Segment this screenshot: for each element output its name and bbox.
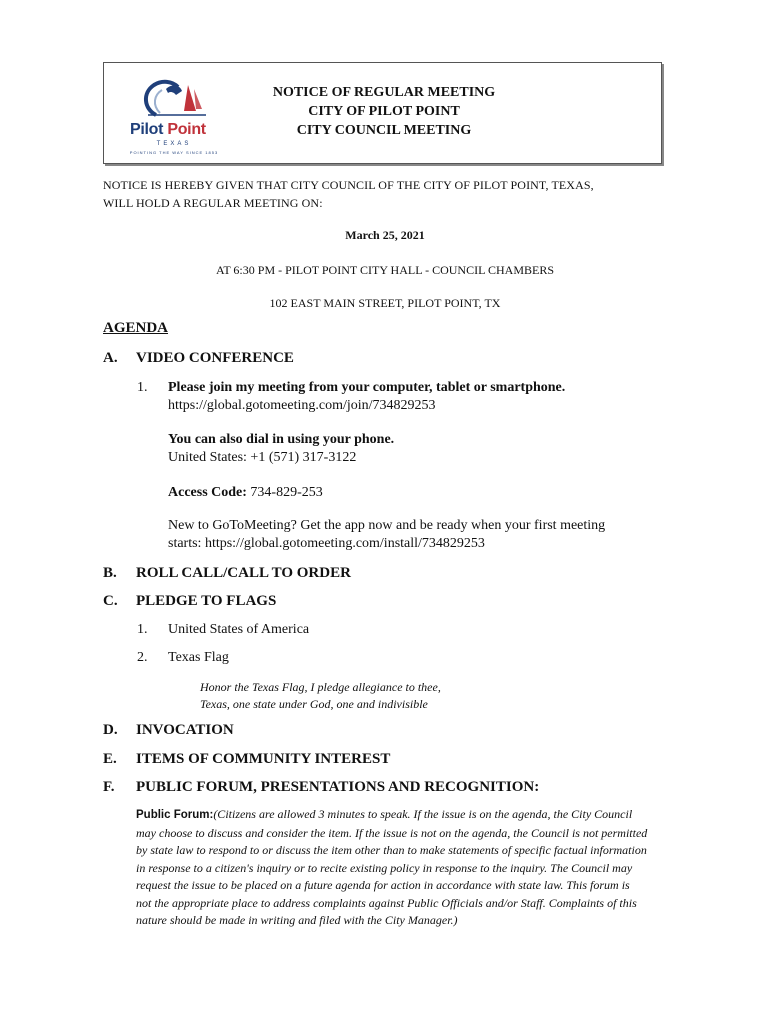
logo-tagline: POINTING THE WAY SINCE 1853 [129, 150, 219, 155]
header-title-1: NOTICE OF REGULAR MEETING [272, 85, 496, 100]
section-c-letter: C. [103, 593, 118, 609]
access-code-value: 734-829-253 [250, 485, 323, 500]
section-a-letter: A. [103, 350, 118, 366]
header-titles [254, 83, 514, 140]
pledge-item-1: United States of America [168, 622, 310, 637]
agenda-title: AGENDA [103, 320, 169, 336]
dial-number: United States: +1 (571) 317-3122 [168, 450, 357, 465]
new-to-gotomeeting-line-2[interactable]: starts: https://global.gotomeeting.com/install/734829253 [168, 536, 485, 551]
access-code-label: Access Code: [168, 485, 247, 500]
meeting-address: 102 EAST MAIN STREET, PILOT POINT, TX [269, 296, 501, 310]
meeting-time-place: AT 6:30 PM - PILOT POINT CITY HALL - COUNCIL CHAMBERS [215, 263, 554, 277]
section-f-title: PUBLIC FORUM, PRESENTATIONS AND RECOGNITION: [136, 779, 540, 795]
public-forum-paragraph [136, 806, 648, 930]
section-d-letter: D. [103, 722, 118, 738]
section-d-title: INVOCATION [136, 722, 234, 738]
access-code-line [168, 485, 323, 501]
meeting-date: March 25, 2021 [345, 228, 425, 242]
public-forum-label: Public Forum: [136, 809, 214, 821]
texas-pledge-line-2: Texas, one state under God, one and indivisible [200, 697, 428, 711]
dial-heading: You can also dial in using your phone. [168, 432, 395, 447]
notice-line-1: NOTICE IS HEREBY GIVEN THAT CITY COUNCIL OF THE CITY OF PILOT POINT, TEXAS, [103, 178, 594, 192]
section-e-title: ITEMS OF COMMUNITY INTEREST [136, 751, 391, 767]
join-url-link[interactable]: https://global.gotomeeting.com/join/734829253 [168, 398, 436, 413]
city-logo [126, 75, 226, 155]
section-e-letter: E. [103, 751, 117, 767]
new-to-gotomeeting-line-1: New to GoToMeeting? Get the app now and be ready when your first meeting [168, 518, 606, 533]
join-heading: Please join my meeting from your computer, tablet or smartphone. [168, 380, 566, 395]
header-title-3: CITY COUNCIL MEETING [296, 123, 472, 138]
texas-pledge-line-1: Honor the Texas Flag, I pledge allegiance to thee, [200, 680, 441, 694]
pledge-item-2: Texas Flag [168, 650, 229, 665]
section-b-title: ROLL CALL/CALL TO ORDER [136, 565, 351, 581]
header-title-2: CITY OF PILOT POINT [308, 104, 460, 119]
horse-sail-logo-icon [126, 75, 226, 121]
section-b-letter: B. [103, 565, 117, 581]
pledge-item-1-number: 1. [137, 622, 148, 637]
logo-wordmark: Pilot Point [130, 121, 206, 138]
public-forum-text: (Citizens are allowed 3 minutes to speak. If the issue is on the agenda, the City Council may choose to discuss and consider the item. If the issue is not on the agenda, the Council is not permitted by state law to respond to or discuss the item other than to make statements of specific factual information in response to a citizen's inquiry or to recite existing policy in response to the inquiry. The Council may request the issue to be placed on a future agenda for action in accordance with state law. This forum is not the appropriate place to address complaints against Public Officials and/or Staff. Complaints of this nature should be made in writing and filed with the City Manager.) [136, 807, 648, 927]
section-c-title: PLEDGE TO FLAGS [136, 593, 277, 609]
notice-text [103, 176, 594, 212]
section-f-letter: F. [103, 779, 115, 795]
section-a-title: VIDEO CONFERENCE [136, 350, 294, 366]
header-box [103, 62, 662, 164]
logo-state: TEXAS [156, 141, 192, 147]
pledge-item-2-number: 2. [137, 650, 148, 665]
notice-line-2: WILL HOLD A REGULAR MEETING ON: [103, 196, 323, 210]
video-item-number: 1. [137, 380, 148, 395]
